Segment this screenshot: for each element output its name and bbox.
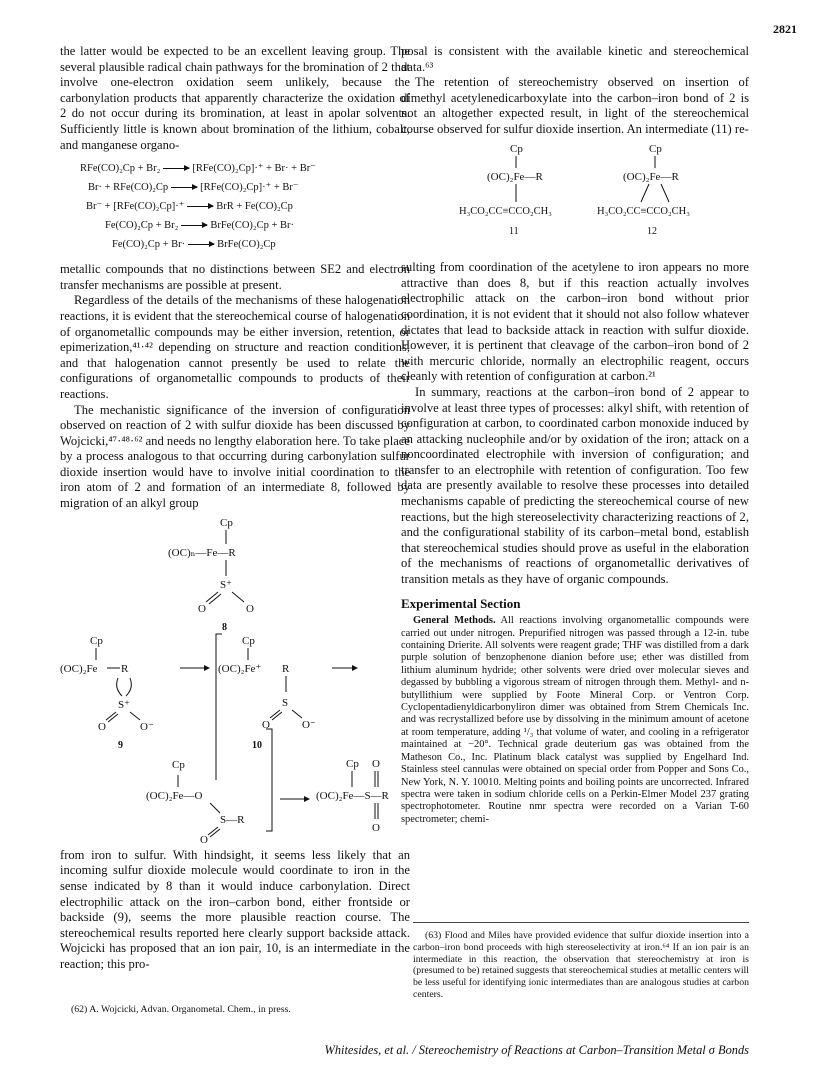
general-methods-block: [401, 615, 749, 826]
compound-number-10: 10: [252, 739, 262, 751]
double-bond-line: [209, 594, 221, 604]
oxygen-label: O: [372, 758, 380, 771]
right-paragraph-4: In summary, reactions at the carbon–iron bond of 2 appear to involve at least three types of processes: alkyl shift, with retention of configuration at carbon, to coordinated carbon monoxide induced by an attacking nucleophile and/or by oxidation of the iron; attack on a noncoordinated electrophile with inversion of configuration; and transfer to an electrophile with retention of configuration. Too few data are presently available to resolve these processes into detailed mechanisms capable of predicting the stereochemical course of new reactions, but the high stereoselectivity characterizing reactions of 2, and the configurational stability of its carbon–metal bond, establish that stereochemical studies should prove as useful in the elaboration of the mechanisms of reactions of organometallic derivatives of transition metals as they have of organic compounds.: [401, 384, 749, 587]
oxygen-label: O: [262, 718, 270, 731]
experimental-section-heading: Experimental Section: [401, 595, 521, 611]
left-paragraph-4: The mechanistic significance of the inversion of configuration observed on reaction of 2 with sulfur dioxide has been discussed by Wojcicki,⁴⁷·⁴⁸·⁶² and needs no lengthy elaboration here. To take place by a process analogous to that occurring during carbonylation sulfur dioxide insertion would have to involve initial coordination to the iron atom of 2 and formation of an intermediate 8, followed by migration of an alkyl group: [60, 402, 410, 511]
structure-9: [60, 635, 154, 751]
fe-r-label: (OC)₂Fe—R: [623, 170, 679, 183]
fe-plus-label: (OC)₂Fe⁺: [218, 662, 262, 675]
eq2-lhs: Br· + RFe(CO)₂Cp: [88, 182, 169, 194]
equation-1: [60, 159, 410, 178]
reaction-arrow-icon: [171, 187, 197, 188]
cp-label: Cp: [346, 758, 359, 771]
reaction-arrow-icon: [187, 206, 213, 207]
double-bond-line: [272, 712, 282, 720]
footnote-63-text: (63) Flood and Miles have provided evidence that sulfur dioxide insertion into a carbon–iron bond proceeds with high stereoselectivity at iron.⁶⁴ If an ion pair is an intermediate in this reaction, the observation that stereochemistry at iron is (presumed to be) retained suggests that stereochemical studies at metallic centers will be less useful for identifying ionic intermediates than are analogous studies at carbon centers.: [413, 930, 749, 1000]
footnote-63: [413, 930, 749, 1001]
footnote-62: (62) A. Wojcicki, Advan. Organometal. Chem., in press.: [71, 1004, 291, 1015]
acetylene-label: H₃CO₂CC≡CCO₂CH₃: [597, 205, 690, 217]
cp-label: Cp: [510, 142, 523, 155]
compound-number-12: 12: [647, 225, 657, 237]
bond-line: [210, 803, 220, 813]
eq1-lhs: RFe(CO)₂Cp + Br₂: [80, 163, 161, 175]
oxygen-label: O: [200, 834, 208, 847]
arrowhead-icon: [304, 796, 310, 802]
bracket-left: [216, 634, 222, 780]
double-bond-line: [206, 592, 218, 602]
fe-label: (OC)₂Fe: [60, 662, 98, 675]
arrowhead-icon: [352, 665, 358, 671]
r-label: R: [282, 662, 290, 675]
oxygen-label: O: [98, 720, 106, 733]
compound-number-8: 8: [222, 621, 227, 633]
right-paragraph-1: posal is consistent with the available kinetic and stereochemical data.⁶³: [401, 44, 749, 74]
double-bond-line: [208, 827, 218, 835]
sulfinate-products-scheme: [60, 758, 410, 847]
bond-line: [130, 712, 140, 720]
left-paragraph-5: from iron to sulfur. With hindsight, it seems less likely that an incoming sulfur dioxide molecule would coordinate to iron in the sense indicated by 8 than it would induce carbonylation. Direct electrophilic attack on the iron–carbon bond, either frontside or backside (9), seems the more plausible reaction course. The stereochemical results reported here clearly support backside attack. Wojcicki has proposed that an ion pair, 10, is an intermediate in the reaction; this pro-: [60, 847, 410, 971]
general-methods-text: All reactions involving organometallic compounds were carried out under nitrogen. Prepurified nitrogen was passed through a 12-in. tube containing Drierite. All solvents were reagent grade; THF was distilled from a dark purple solution of benzophenone dianion before use; ether was distilled from lithium aluminum hydride; other solvents were dried over molecular sieves and degassed by bubbling a vigorous stream of nitrogen through them. Methyl- and n-butyllithium were supplied by Foote Mineral Corp. or Ventron Corp. Cyclopentadienyldicarbonyliron dimer was obtained from Strem Chemicals Inc. and was recrystallized before use by dissolving in the minimum amount of acetone at room temperature, adding ¹/₃ that volume of water, and cooling in a refrigerator maintained at −20°. Technical grade deuterium gas was obtained from the Matheson Co., Inc. Platinum black catalyst was supplied by Engelhard Ind. Stainless steel cannulas were obtained on special order from Popper and Sons Co., New York, N. Y. 10010. Melting points and boiling points are uncorrected. Infrared spectra were taken in sodium chloride cells on a Perkin-Elmer Model 237 grating spectrophotometer. Routine nmr spectra were recorded on a Varian T-60 spectrometer; chemi-: [401, 615, 749, 825]
double-bond-line: [106, 712, 116, 720]
fe-s-r-label: (OC)₂Fe—S—R: [316, 790, 389, 803]
curved-arrow-icon: [126, 678, 131, 696]
left-paragraph-1: the latter would be expected to be an excellent leaving group. The several plausible radical chain pathways for the bromination of 2 that involve one-electron oxidation seem unlikely, because the carbonylation products that apparently characterize the oxidation of 2 do not occur during its bromination, at least in apolar solvents. Sufficiently little is known about bromination of the lithium, cobalt, and manganese organo-: [60, 44, 410, 152]
eq2-rhs: [RFe(CO)₂Cp]·⁺ + Br⁻: [200, 182, 299, 194]
compound-number-11: 11: [509, 225, 519, 237]
structure-12: [597, 143, 690, 237]
s-label: S: [282, 696, 289, 709]
acetylene-intermediates-scheme: [401, 138, 749, 256]
footnote-divider: [413, 922, 749, 923]
bromination-equations: [60, 159, 410, 254]
oxygen-minus-label: O⁻: [302, 718, 316, 731]
eq4-lhs: Fe(CO)₂Cp + Br₂: [105, 220, 179, 232]
page-number: 2821: [773, 22, 797, 36]
general-methods-runin: General Methods.: [413, 615, 496, 627]
compound-number-9: 9: [118, 739, 123, 751]
reaction-arrow-icon: [163, 168, 189, 169]
o-sulfinate-intermediate: [172, 759, 185, 771]
cp-label: Cp: [172, 758, 185, 771]
oxygen-label: O: [198, 602, 206, 615]
curved-arrow-icon: [117, 678, 122, 696]
reaction-arrow-icon: [188, 244, 214, 245]
right-column: [401, 44, 749, 826]
double-bond-line: [108, 714, 118, 722]
double-bond-line: [232, 592, 244, 602]
eq3-rhs: BrR + Fe(CO)₂Cp: [216, 201, 293, 213]
s-plus-label: S⁺: [118, 698, 130, 711]
eq1-rhs: [RFe(CO)₂Cp]·⁺ + Br· + Br⁻: [192, 163, 316, 175]
equation-5: [60, 235, 410, 254]
right-paragraph-2: The retention of stereochemistry observed on insertion of dimethyl acetylenedicarboxylate into the carbon–iron bond of 2 is not an altogether expected result, in light of the stereochemical course observed for sulfur dioxide insertion. An intermediate (11) re-: [401, 75, 749, 136]
bond-line: [641, 184, 649, 202]
equation-4: [60, 216, 410, 235]
arrowhead-icon: [204, 665, 210, 671]
oxygen-label: O: [372, 822, 380, 835]
equation-3: [60, 197, 410, 216]
eq3-lhs: Br⁻ + [RFe(CO)₂Cp]·⁺: [86, 201, 185, 213]
cp-label: Cp: [242, 634, 255, 647]
s-r-label: S—R: [220, 814, 245, 827]
right-paragraph-3: sulting from coordination of the acetylene to iron appears no more attractive than does 8, but if this reaction actually involves electrophilic attack on the carbon–iron bond without prior coordination, it is not evident that it should not also follow whatever dictates that lead to backside attack in reaction with sulfur dioxide. However, it is pertinent that cleavage of the carbon–iron bond of 2 with mercuric chloride, normally an electrophilic reagent, occurs cleanly with retention of configuration at carbon.²¹: [401, 260, 749, 384]
eq5-rhs: BrFe(CO)₂Cp: [217, 239, 276, 251]
left-paragraph-3: Regardless of the details of the mechanisms of these halogenation reactions, it is evident that the stereochemical course of halogenation of organometallic compounds may be either inversion, retention, or epimerization,⁴¹·⁴² depending on structure and reaction conditions, and that halogenation cannot presently be used to relate the configurations of organometallic compounds to products of their reactions.: [60, 293, 410, 401]
cp-label: Cp: [649, 142, 662, 155]
double-bond-line: [210, 829, 220, 837]
structure-11: [459, 143, 552, 237]
eq5-lhs: Fe(CO)₂Cp + Br·: [112, 239, 186, 251]
equation-2: [60, 178, 410, 197]
left-column: [60, 44, 410, 973]
acetylene-label: H₃CO₂CC≡CCO₂CH₃: [459, 205, 552, 217]
fe-r-label: (OC)₂Fe—R: [487, 170, 543, 183]
cp-label: Cp: [90, 634, 103, 647]
double-bond-line: [270, 710, 280, 718]
oxygen-minus-label: O⁻: [140, 720, 154, 733]
sulfur-dioxide-mechanism-scheme: [60, 512, 410, 787]
s-plus-label: S⁺: [220, 578, 232, 591]
structure-10: [218, 635, 316, 751]
general-methods-paragraph: [401, 615, 749, 826]
eq4-rhs: BrFe(CO)₂Cp + Br·: [210, 220, 294, 232]
left-paragraph-2: metallic compounds that no distinctions between SE2 and electron transfer mechanisms are possible at present.: [60, 262, 410, 292]
cp-label: Cp: [220, 516, 233, 529]
structure-8: [168, 517, 254, 633]
bond-line: [661, 184, 669, 202]
bond-line: [292, 710, 302, 718]
reaction-arrow-icon: [181, 225, 207, 226]
r-label: R: [121, 662, 129, 675]
running-footer: Whitesides, et al. / Stereochemistry of Reactions at Carbon–Transition Metal σ Bonds: [324, 1043, 749, 1057]
fe-o-label: (OC)₂Fe—O: [146, 790, 203, 803]
fe-r-label: (OC)ₙ—Fe—R: [168, 546, 236, 559]
oxygen-label: O: [246, 602, 254, 615]
